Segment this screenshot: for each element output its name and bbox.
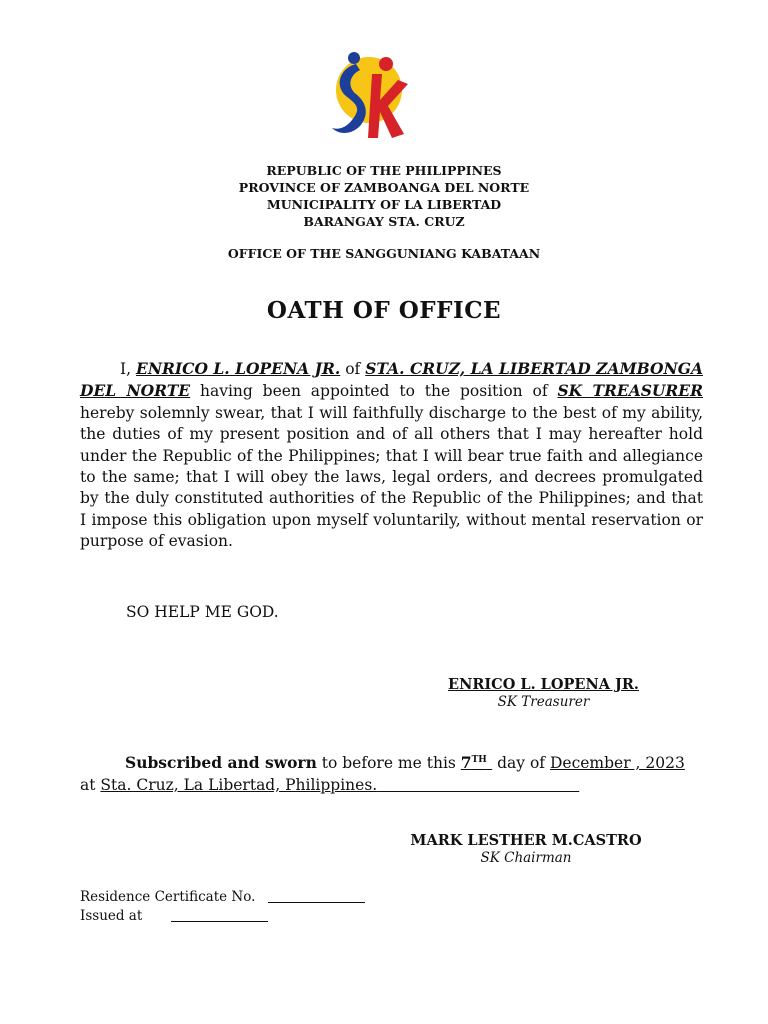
- oath-paragraph: [80, 358, 703, 553]
- jurat-day-number: 7: [460, 753, 472, 773]
- jurat-text-1: to before me this: [316, 754, 461, 773]
- affiant-title: SK Treasurer: [497, 694, 590, 710]
- letterhead-country: REPUBLIC OF THE PHILIPPINES: [266, 163, 502, 178]
- oath-position: SK TREASURER: [557, 381, 704, 401]
- residence-cert-row: [80, 888, 255, 907]
- jurat-text-3: at: [80, 775, 101, 794]
- oath-place: STA. CRUZ, LA LIBERTAD ZAMBONGA DEL NORTE: [80, 359, 703, 401]
- closing-line: SO HELP ME GOD.: [126, 603, 279, 621]
- office-name: OFFICE OF THE SANGGUNIANG KABATAAN: [227, 246, 541, 261]
- jurat-day-suffix: TH: [471, 755, 487, 765]
- jurat-place: [100, 776, 579, 794]
- officer-title: SK Chairman: [480, 850, 572, 866]
- oath-text-3: having been appointed to the position of: [190, 382, 558, 401]
- oath-text-2: of: [340, 360, 366, 378]
- residence-cert-label: Residence Certificate No.: [80, 889, 256, 905]
- affiant-signature-block: [400, 676, 687, 710]
- jurat-lead: Subscribed and sworn: [125, 753, 317, 773]
- sk-logo: [328, 50, 412, 146]
- residence-cert-blank[interactable]: [268, 902, 365, 903]
- jurat-text-2: day of: [492, 754, 550, 773]
- oath-name: ENRICO L. LOPENA JR.: [136, 359, 341, 378]
- sk-logo-icon: [328, 50, 412, 146]
- oath-text-4: hereby solemnly swear, that I will faithfully discharge to the best of my ability, the duties of my present position and of all others that I may hereafter hold under the Republic of the Philippines; that I will bear true faith and allegiance to the same; that I will obey the laws, legal orders, and decrees promulgated by the duly constituted authorities of the Republic of the Philippines; and that I impose this obligation upon myself voluntarily, without mental reservation or purpose of evasion.: [80, 403, 703, 551]
- officer-name: MARK LESTHER M.CASTRO: [410, 832, 642, 849]
- jurat-paragraph: [80, 750, 703, 796]
- jurat-month-year: December , 2023: [549, 754, 685, 773]
- oath-text-1: I,: [120, 360, 137, 378]
- jurat-place-text: Sta. Cruz, La Libertad, Philippines.: [100, 775, 378, 794]
- administering-officer-block: [380, 832, 672, 866]
- document-title: OATH OF OFFICE: [266, 297, 502, 324]
- issued-at-label: Issued at: [80, 908, 143, 924]
- residence-certificate-section: [80, 888, 255, 926]
- issued-at-row: [80, 907, 255, 926]
- letterhead-barangay: BARANGAY STA. CRUZ: [303, 214, 465, 229]
- affiant-name: ENRICO L. LOPENA JR.: [448, 676, 639, 693]
- logo-head-blue: [348, 52, 360, 64]
- letterhead-municipality: MUNICIPALITY OF LA LIBERTAD: [266, 197, 502, 212]
- letterhead-province: PROVINCE OF ZAMBOANGA DEL NORTE: [238, 180, 530, 195]
- issued-at-blank[interactable]: [171, 921, 268, 922]
- logo-head-red: [379, 57, 393, 71]
- jurat-day: [461, 753, 492, 772]
- letterhead: [0, 162, 768, 230]
